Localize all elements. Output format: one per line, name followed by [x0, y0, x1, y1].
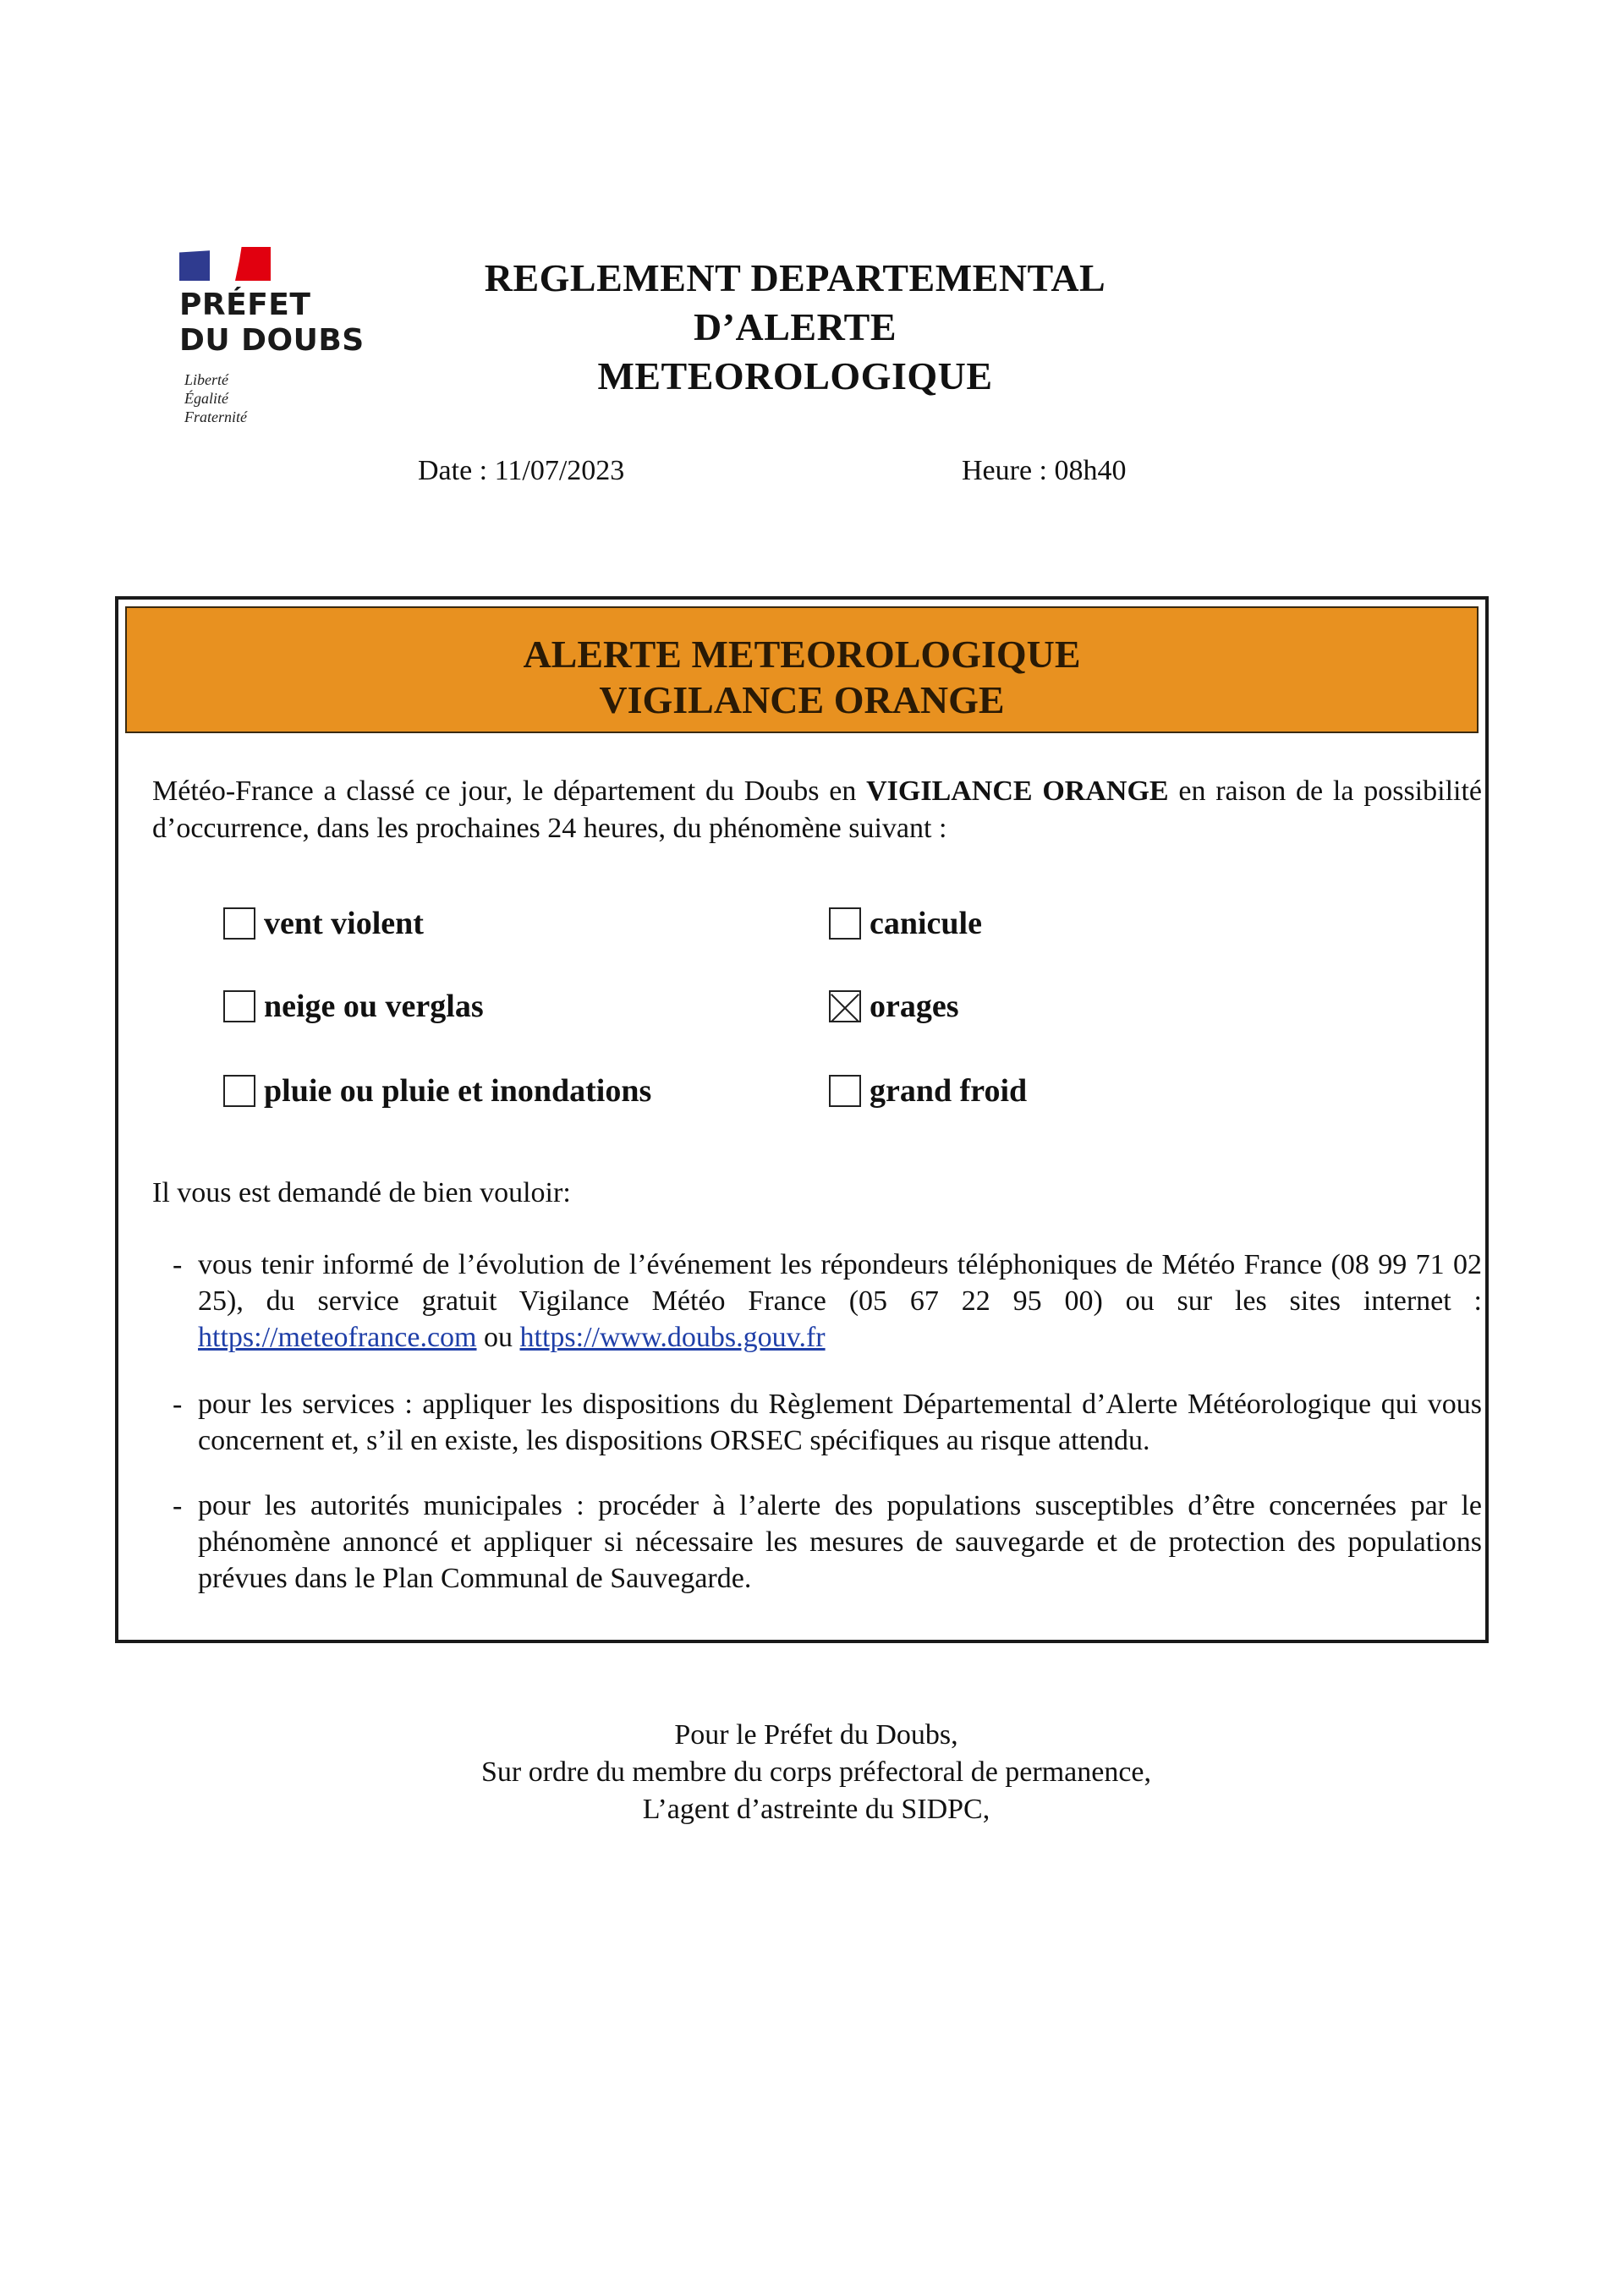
- instruction-services: - pour les services : appliquer les dispositions du Règlement Départemental d’Alerte Météorologique qui vous concernent et, s’il en existe, les dispositions ORSEC spécifiques au risque attendu.: [173, 1389, 1482, 1456]
- alert-band: [125, 606, 1479, 733]
- instruction-inform-text: vous tenir informé de l’évolution de l’événement les répondeurs téléphoniques de Météo France (08 99 71 02 25), du service gratuit Vigilance Météo France (05 67 22 95 00) ou sur les sites internet :: [198, 1249, 1482, 1317]
- signature-block: [0, 1717, 1624, 1828]
- instruction-municipal-text: pour les autorités municipales : procéder à l’alerte des populations susceptibles d’être concernées par le phénomène annoncé et appliquer si nécessaire les mesures de sauvegarde et de protection des populations prévues dans le Plan Communal de Sauvegarde.: [198, 1490, 1482, 1594]
- phenomenon-label: grand froid: [870, 1073, 1028, 1109]
- alert-band-level: VIGILANCE ORANGE: [599, 678, 1005, 721]
- intro-text-before: Météo-France a classé ce jour, le département du Doubs en: [152, 775, 867, 807]
- instruction-inform: - vous tenir informé de l’évolution de l’événement les répondeurs téléphoniques de Météo France (08 99 71 02 25), du service gratuit Vigilance Météo France (05 67 22 95 00) ou sur les sites internet : https://meteofrance.com ou https://www.doubs.gouv.fr: [173, 1249, 1482, 1353]
- intro-vigilance-level: VIGILANCE ORANGE: [866, 775, 1169, 807]
- link-separator: ou: [476, 1322, 520, 1353]
- doubs-gouv-link[interactable]: https://www.doubs.gouv.fr: [519, 1322, 826, 1353]
- phenomenon-vent-violent: [223, 904, 424, 943]
- phenomenon-grand-froid: [829, 1071, 1027, 1110]
- signature-line1: Pour le Préfet du Doubs,: [674, 1719, 958, 1751]
- signature-line3: L’agent d’astreinte du SIDPC,: [642, 1794, 990, 1825]
- phenomenon-label: vent violent: [264, 906, 424, 941]
- phenomenon-label: neige ou verglas: [264, 989, 484, 1024]
- canicule-checkbox: [829, 907, 861, 940]
- phenomenon-label: canicule: [870, 906, 982, 941]
- logo-motto: [184, 370, 382, 426]
- document-title: [398, 254, 1193, 401]
- phenomenon-canicule: [829, 904, 982, 943]
- intro-text-after: en raison de la possibilité d’occurrence, dans les prochaines 24 heures, du phénomène suivant :: [152, 775, 1482, 844]
- date-label: Date : 11/07/2023: [418, 455, 625, 486]
- document-title-line2: METEOROLOGIQUE: [597, 354, 993, 397]
- motto-egalite: Égalité: [184, 390, 228, 407]
- meteofrance-link[interactable]: https://meteofrance.com: [198, 1322, 477, 1353]
- neige-verglas-checkbox: [223, 990, 255, 1022]
- phenomenon-label: pluie ou pluie et inondations: [264, 1073, 652, 1109]
- instruction-services-text: pour les services : appliquer les dispositions du Règlement Départemental d’Alerte Météorologique qui vous concernent et, s’il en existe, les dispositions ORSEC spécifiques au risque attendu.: [198, 1389, 1482, 1456]
- document-title-line1: REGLEMENT DEPARTEMENTAL D’ALERTE: [484, 256, 1106, 348]
- logo-title-line2: DU DOUBS: [179, 323, 365, 358]
- motto-fraternite: Fraternité: [184, 408, 247, 425]
- grand-froid-checkbox: [829, 1075, 861, 1107]
- alert-intro: [152, 773, 1482, 847]
- phenomenon-neige-verglas: [223, 987, 484, 1026]
- logo-title-line1: PRÉFET: [179, 288, 311, 322]
- logo-title: [179, 288, 382, 359]
- instruction-municipal: - pour les autorités municipales : procéder à l’alerte des populations susceptibles d’être concernées par le phénomène annoncé et appliquer si nécessaire les mesures de sauvegarde et de protection des populations prévues dans le Plan Communal de Sauvegarde.: [173, 1490, 1482, 1594]
- time-label: Heure : 08h40: [962, 455, 1127, 486]
- alert-box: [115, 596, 1489, 1643]
- phenomenon-orages: [829, 987, 959, 1026]
- signature-line2: Sur ordre du membre du corps préfectoral de permanence,: [480, 1756, 1152, 1788]
- motto-liberte: Liberté: [184, 371, 228, 388]
- orages-checkbox-checked: [829, 990, 861, 1022]
- phenomenon-label: orages: [870, 989, 959, 1024]
- phenomenon-pluie-inondations: [223, 1071, 651, 1110]
- prefecture-logo: [179, 247, 382, 426]
- pluie-inondations-checkbox: [223, 1075, 255, 1107]
- request-intro: Il vous est demandé de bien vouloir:: [152, 1177, 571, 1208]
- vent-violent-checkbox: [223, 907, 255, 940]
- marianne-flag-icon: [179, 247, 271, 281]
- alert-band-title: ALERTE METEOROLOGIQUE: [523, 633, 1081, 676]
